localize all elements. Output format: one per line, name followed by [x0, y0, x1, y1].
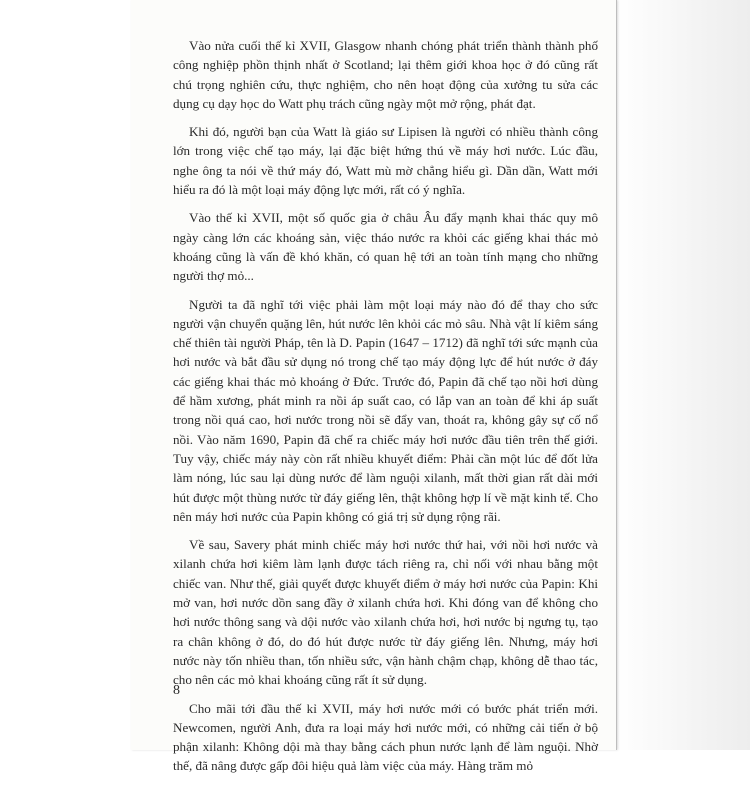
body-text: [173, 36, 598, 785]
page-number: 8: [173, 683, 180, 698]
paragraph: Vào thế kỉ XVII, một số quốc gia ở châu Âu đẩy mạnh khai thác quy mô ngày càng lớn các khoáng sản, việc tháo nước ra khỏi các giếng khai thác mỏ khoáng cũng là vấn đề khó khăn, có quan hệ tới an toàn tính mạng cho những người thợ mỏ...: [173, 210, 598, 284]
book-page: [131, 0, 617, 774]
paragraph: Vào nửa cuối thế kỉ XVII, Glasgow nhanh chóng phát triển thành thành phố công nghiệp phồn thịnh nhất ở Scotland; lại thêm giới khoa học ở đó cũng rất chú trọng nghiên cứu, thực nghiệm, cho nên hoạt động của xưởng tu sửa các dụng cụ dạy học do Watt phụ trách cũng ngày một mở rộng, phát đạt.: [173, 38, 598, 111]
paragraph: Người ta đã nghĩ tới việc phải làm một loại máy nào đó để thay cho sức người vận chuyển quặng lên, hút nước lên khỏi các mỏ sâu. Nhà vật lí kiêm sáng chế thiên tài người Pháp, tên là D. Papin (1647 – 1712) đã nghĩ tới sức mạnh của hơi nước và bắt đầu sử dụng nó trong chế tạo máy động lực để hút nước ở đáy các giếng khai thác mỏ khoáng ở Đức. Trước đó, Papin đã chế tạo nồi hơi dùng để hầm xương, phát minh ra nồi áp suất cao, có lắp van an toàn để khi áp suất trong nồi quá cao, hơi nước trong nồi sẽ đẩy van, thoát ra, không gây sự cố nổ nồi. Vào năm 1690, Papin đã chế ra chiếc máy hơi nước đầu tiên trên thế giới. Tuy vậy, chiếc máy này còn rất nhiều khuyết điểm: Phải cần một lúc để đốt lửa làm nóng, lúc sau lại dùng nước để làm nguội xilanh, mất thời gian rất dài mới hút được một thùng nước từ đáy giếng lên, thật không hợp lí về mặt kinh tế. Cho nên máy hơi nước của Papin không có giá trị sử dụng rộng rãi.: [173, 296, 598, 524]
paragraph: Cho mãi tới đầu thế kỉ XVII, máy hơi nước mới có bước phát triển mới. Newcomen, người Anh, đưa ra loại máy hơi nước mới, có những cải tiến ở bộ phận xilanh: Không dội mà thay bằng cách phun nước lạnh để làm nguội. Nhờ thế, đã nâng được gấp đôi hiệu quả làm việc của máy. Hàng trăm mỏ: [173, 700, 598, 774]
paragraph: Về sau, Savery phát minh chiếc máy hơi nước thứ hai, với nồi hơi nước và xilanh chứa hơi kiêm làm lạnh được tách riêng ra, chỉ nối với nhau bằng một chiếc van. Như thế, giải quyết được khuyết điểm ở máy hơi nước của Papin: Khi mở van, hơi nước dồn sang đầy ở xilanh chứa hơi. Khi đóng van để không cho hơi nước thông sang và dội nước vào xilanh chứa hơi, hơi nước bị ngưng tụ, tạo ra chân không ở đó, do đó hút được nước từ đáy giếng lên. Nhưng, máy hơi nước này tốn nhiều than, tốn nhiều sức, vận hành chậm chạp, không dễ thao tác, cho nên các mỏ khai khoáng cũng rất ít sử dụng.: [173, 537, 598, 688]
scan-background: [616, 0, 750, 750]
paragraph: Khi đó, người bạn của Watt là giáo sư Lipisen là người có nhiều thành công lớn trong việc chế tạo máy, lại đặc biệt hứng thú về máy hơi nước. Lúc đầu, nghe ông ta nói về thứ máy đó, Watt mù mờ chẳng hiểu gì. Dần dần, Watt mới hiểu ra đó là một loại máy động lực mới, rất có ý nghĩa.: [173, 124, 598, 198]
